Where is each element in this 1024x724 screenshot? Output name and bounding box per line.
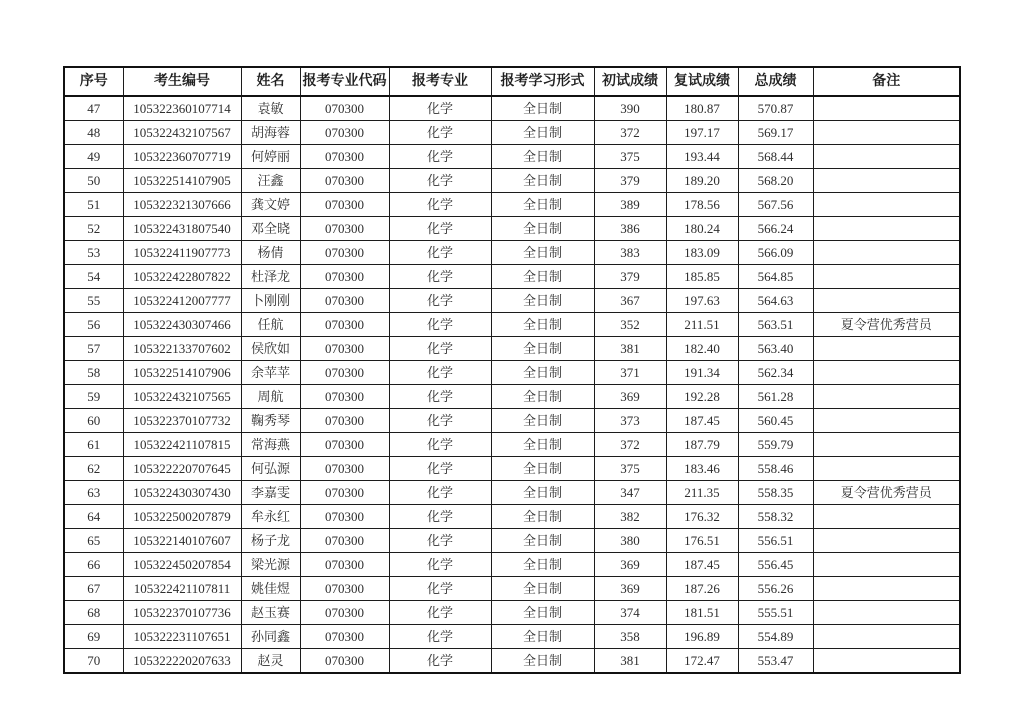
cell-study-form: 全日制 — [491, 649, 594, 674]
cell-major-code: 070300 — [300, 505, 389, 529]
cell-total-score: 556.51 — [738, 529, 813, 553]
cell-name: 胡海蓉 — [241, 121, 300, 145]
cell-major: 化学 — [389, 385, 491, 409]
column-header-major: 报考专业 — [389, 67, 491, 96]
cell-initial-score: 347 — [594, 481, 666, 505]
column-header-total-score: 总成绩 — [738, 67, 813, 96]
cell-retest-score: 191.34 — [666, 361, 738, 385]
cell-total-score: 553.47 — [738, 649, 813, 674]
cell-major-code: 070300 — [300, 337, 389, 361]
cell-total-score: 558.32 — [738, 505, 813, 529]
cell-candidate-id: 105322432107567 — [123, 121, 241, 145]
table-row — [64, 217, 960, 241]
cell-initial-score: 369 — [594, 577, 666, 601]
table-row — [64, 169, 960, 193]
cell-remarks — [813, 505, 960, 529]
cell-remarks — [813, 649, 960, 674]
cell-index: 70 — [64, 649, 123, 674]
cell-initial-score: 383 — [594, 241, 666, 265]
cell-remarks — [813, 121, 960, 145]
cell-remarks — [813, 289, 960, 313]
cell-candidate-id: 105322412007777 — [123, 289, 241, 313]
cell-name: 任航 — [241, 313, 300, 337]
cell-index: 61 — [64, 433, 123, 457]
cell-initial-score: 371 — [594, 361, 666, 385]
table-row — [64, 481, 960, 505]
cell-major: 化学 — [389, 169, 491, 193]
cell-candidate-id: 105322411907773 — [123, 241, 241, 265]
cell-study-form: 全日制 — [491, 217, 594, 241]
cell-name: 杨子龙 — [241, 529, 300, 553]
cell-remarks — [813, 601, 960, 625]
cell-study-form: 全日制 — [491, 457, 594, 481]
cell-candidate-id: 105322133707602 — [123, 337, 241, 361]
cell-index: 59 — [64, 385, 123, 409]
cell-initial-score: 381 — [594, 649, 666, 674]
cell-retest-score: 181.51 — [666, 601, 738, 625]
cell-initial-score: 352 — [594, 313, 666, 337]
cell-major: 化学 — [389, 553, 491, 577]
table-row — [64, 289, 960, 313]
cell-total-score: 561.28 — [738, 385, 813, 409]
cell-major-code: 070300 — [300, 241, 389, 265]
cell-candidate-id: 105322500207879 — [123, 505, 241, 529]
cell-major-code: 070300 — [300, 145, 389, 169]
table-header — [64, 67, 960, 96]
column-header-remarks: 备注 — [813, 67, 960, 96]
cell-major-code: 070300 — [300, 385, 389, 409]
cell-retest-score: 185.85 — [666, 265, 738, 289]
cell-retest-score: 178.56 — [666, 193, 738, 217]
cell-remarks — [813, 577, 960, 601]
column-header-study-form: 报考学习形式 — [491, 67, 594, 96]
cell-remarks — [813, 625, 960, 649]
cell-study-form: 全日制 — [491, 361, 594, 385]
cell-major: 化学 — [389, 625, 491, 649]
table-row — [64, 529, 960, 553]
cell-initial-score: 379 — [594, 169, 666, 193]
table-row — [64, 577, 960, 601]
cell-study-form: 全日制 — [491, 241, 594, 265]
cell-remarks: 夏令营优秀营员 — [813, 313, 960, 337]
cell-major: 化学 — [389, 529, 491, 553]
cell-major-code: 070300 — [300, 433, 389, 457]
column-header-candidate-id: 考生编号 — [123, 67, 241, 96]
cell-name: 孙同鑫 — [241, 625, 300, 649]
cell-retest-score: 176.32 — [666, 505, 738, 529]
cell-retest-score: 176.51 — [666, 529, 738, 553]
cell-candidate-id: 105322430307430 — [123, 481, 241, 505]
cell-index: 53 — [64, 241, 123, 265]
cell-initial-score: 372 — [594, 121, 666, 145]
cell-total-score: 570.87 — [738, 96, 813, 121]
cell-candidate-id: 105322514107906 — [123, 361, 241, 385]
cell-index: 58 — [64, 361, 123, 385]
cell-remarks: 夏令营优秀营员 — [813, 481, 960, 505]
cell-major: 化学 — [389, 481, 491, 505]
table-row — [64, 409, 960, 433]
cell-candidate-id: 105322422807822 — [123, 265, 241, 289]
table-row — [64, 433, 960, 457]
cell-candidate-id: 105322360707719 — [123, 145, 241, 169]
cell-candidate-id: 105322220707645 — [123, 457, 241, 481]
cell-candidate-id: 105322421107815 — [123, 433, 241, 457]
cell-major-code: 070300 — [300, 121, 389, 145]
cell-candidate-id: 105322450207854 — [123, 553, 241, 577]
cell-major: 化学 — [389, 433, 491, 457]
cell-initial-score: 382 — [594, 505, 666, 529]
cell-retest-score: 172.47 — [666, 649, 738, 674]
cell-index: 66 — [64, 553, 123, 577]
cell-index: 68 — [64, 601, 123, 625]
cell-candidate-id: 105322432107565 — [123, 385, 241, 409]
cell-index: 65 — [64, 529, 123, 553]
cell-retest-score: 193.44 — [666, 145, 738, 169]
cell-candidate-id: 105322421107811 — [123, 577, 241, 601]
cell-initial-score: 375 — [594, 457, 666, 481]
cell-index: 51 — [64, 193, 123, 217]
cell-total-score: 559.79 — [738, 433, 813, 457]
cell-total-score: 568.20 — [738, 169, 813, 193]
cell-total-score: 568.44 — [738, 145, 813, 169]
cell-name: 赵灵 — [241, 649, 300, 674]
cell-candidate-id: 105322360107714 — [123, 96, 241, 121]
cell-study-form: 全日制 — [491, 481, 594, 505]
cell-study-form: 全日制 — [491, 529, 594, 553]
cell-name: 邓全晓 — [241, 217, 300, 241]
cell-name: 袁敏 — [241, 96, 300, 121]
cell-name: 常海燕 — [241, 433, 300, 457]
cell-study-form: 全日制 — [491, 601, 594, 625]
table-row — [64, 337, 960, 361]
cell-name: 侯欣如 — [241, 337, 300, 361]
cell-study-form: 全日制 — [491, 313, 594, 337]
cell-major: 化学 — [389, 313, 491, 337]
cell-name: 龚文婷 — [241, 193, 300, 217]
table-row — [64, 649, 960, 674]
cell-major-code: 070300 — [300, 169, 389, 193]
cell-initial-score: 367 — [594, 289, 666, 313]
cell-major-code: 070300 — [300, 96, 389, 121]
cell-major: 化学 — [389, 217, 491, 241]
cell-remarks — [813, 385, 960, 409]
cell-total-score: 566.24 — [738, 217, 813, 241]
cell-candidate-id: 105322514107905 — [123, 169, 241, 193]
cell-initial-score: 374 — [594, 601, 666, 625]
cell-major: 化学 — [389, 337, 491, 361]
cell-index: 56 — [64, 313, 123, 337]
cell-candidate-id: 105322431807540 — [123, 217, 241, 241]
cell-major-code: 070300 — [300, 577, 389, 601]
cell-major-code: 070300 — [300, 529, 389, 553]
cell-study-form: 全日制 — [491, 145, 594, 169]
cell-initial-score: 375 — [594, 145, 666, 169]
table-row — [64, 96, 960, 121]
admission-results-table — [63, 66, 961, 674]
cell-name: 卜刚刚 — [241, 289, 300, 313]
cell-index: 64 — [64, 505, 123, 529]
cell-initial-score: 369 — [594, 553, 666, 577]
cell-index: 60 — [64, 409, 123, 433]
cell-index: 54 — [64, 265, 123, 289]
cell-study-form: 全日制 — [491, 553, 594, 577]
cell-remarks — [813, 529, 960, 553]
cell-major-code: 070300 — [300, 409, 389, 433]
cell-name: 赵玉赛 — [241, 601, 300, 625]
cell-study-form: 全日制 — [491, 337, 594, 361]
cell-name: 周航 — [241, 385, 300, 409]
cell-major-code: 070300 — [300, 193, 389, 217]
cell-retest-score: 211.51 — [666, 313, 738, 337]
results-table-body — [64, 96, 960, 673]
cell-major: 化学 — [389, 577, 491, 601]
cell-index: 47 — [64, 96, 123, 121]
cell-name: 汪鑫 — [241, 169, 300, 193]
cell-retest-score: 182.40 — [666, 337, 738, 361]
cell-index: 52 — [64, 217, 123, 241]
cell-major: 化学 — [389, 145, 491, 169]
cell-retest-score: 183.09 — [666, 241, 738, 265]
cell-retest-score: 197.63 — [666, 289, 738, 313]
cell-initial-score: 390 — [594, 96, 666, 121]
table-row — [64, 361, 960, 385]
table-row — [64, 313, 960, 337]
cell-remarks — [813, 169, 960, 193]
cell-remarks — [813, 193, 960, 217]
cell-remarks — [813, 361, 960, 385]
table-row — [64, 193, 960, 217]
cell-study-form: 全日制 — [491, 385, 594, 409]
cell-major: 化学 — [389, 409, 491, 433]
cell-candidate-id: 105322220207633 — [123, 649, 241, 674]
cell-remarks — [813, 265, 960, 289]
cell-study-form: 全日制 — [491, 505, 594, 529]
cell-major: 化学 — [389, 649, 491, 674]
cell-retest-score: 196.89 — [666, 625, 738, 649]
table-row — [64, 457, 960, 481]
cell-total-score: 555.51 — [738, 601, 813, 625]
cell-total-score: 564.63 — [738, 289, 813, 313]
cell-candidate-id: 105322231107651 — [123, 625, 241, 649]
table-row — [64, 601, 960, 625]
cell-study-form: 全日制 — [491, 169, 594, 193]
cell-retest-score: 187.45 — [666, 409, 738, 433]
cell-study-form: 全日制 — [491, 289, 594, 313]
cell-major-code: 070300 — [300, 625, 389, 649]
cell-total-score: 554.89 — [738, 625, 813, 649]
cell-major-code: 070300 — [300, 217, 389, 241]
column-header-name: 姓名 — [241, 67, 300, 96]
column-header-retest-score: 复试成绩 — [666, 67, 738, 96]
cell-retest-score: 211.35 — [666, 481, 738, 505]
cell-major-code: 070300 — [300, 481, 389, 505]
cell-major-code: 070300 — [300, 553, 389, 577]
cell-name: 何婷丽 — [241, 145, 300, 169]
cell-index: 69 — [64, 625, 123, 649]
cell-index: 57 — [64, 337, 123, 361]
cell-candidate-id: 105322370107736 — [123, 601, 241, 625]
cell-total-score: 558.46 — [738, 457, 813, 481]
cell-initial-score: 386 — [594, 217, 666, 241]
cell-name: 杨倩 — [241, 241, 300, 265]
column-header-initial-score: 初试成绩 — [594, 67, 666, 96]
cell-initial-score: 380 — [594, 529, 666, 553]
cell-initial-score: 381 — [594, 337, 666, 361]
cell-initial-score: 373 — [594, 409, 666, 433]
table-row — [64, 385, 960, 409]
cell-candidate-id: 105322370107732 — [123, 409, 241, 433]
table-row — [64, 121, 960, 145]
cell-name: 李嘉雯 — [241, 481, 300, 505]
cell-initial-score: 358 — [594, 625, 666, 649]
cell-study-form: 全日制 — [491, 121, 594, 145]
cell-major: 化学 — [389, 601, 491, 625]
cell-total-score: 563.40 — [738, 337, 813, 361]
cell-candidate-id: 105322430307466 — [123, 313, 241, 337]
cell-name: 杜泽龙 — [241, 265, 300, 289]
cell-major: 化学 — [389, 193, 491, 217]
cell-remarks — [813, 337, 960, 361]
cell-retest-score: 187.79 — [666, 433, 738, 457]
cell-study-form: 全日制 — [491, 577, 594, 601]
cell-study-form: 全日制 — [491, 625, 594, 649]
cell-major-code: 070300 — [300, 289, 389, 313]
cell-retest-score: 180.24 — [666, 217, 738, 241]
cell-major: 化学 — [389, 457, 491, 481]
cell-index: 67 — [64, 577, 123, 601]
cell-major: 化学 — [389, 241, 491, 265]
cell-remarks — [813, 553, 960, 577]
cell-remarks — [813, 409, 960, 433]
cell-retest-score: 180.87 — [666, 96, 738, 121]
cell-total-score: 556.45 — [738, 553, 813, 577]
cell-major-code: 070300 — [300, 601, 389, 625]
cell-retest-score: 187.26 — [666, 577, 738, 601]
cell-initial-score: 372 — [594, 433, 666, 457]
cell-major-code: 070300 — [300, 457, 389, 481]
cell-candidate-id: 105322140107607 — [123, 529, 241, 553]
cell-major: 化学 — [389, 505, 491, 529]
cell-total-score: 569.17 — [738, 121, 813, 145]
table-row — [64, 625, 960, 649]
cell-name: 梁光源 — [241, 553, 300, 577]
table-row — [64, 145, 960, 169]
table-row — [64, 553, 960, 577]
cell-major-code: 070300 — [300, 313, 389, 337]
cell-index: 55 — [64, 289, 123, 313]
cell-total-score: 558.35 — [738, 481, 813, 505]
cell-total-score: 556.26 — [738, 577, 813, 601]
cell-major: 化学 — [389, 289, 491, 313]
column-header-major-code: 报考专业代码 — [300, 67, 389, 96]
table-header-row — [64, 67, 960, 96]
cell-name: 牟永红 — [241, 505, 300, 529]
cell-initial-score: 369 — [594, 385, 666, 409]
cell-index: 49 — [64, 145, 123, 169]
cell-retest-score: 192.28 — [666, 385, 738, 409]
table-row — [64, 265, 960, 289]
cell-major: 化学 — [389, 121, 491, 145]
cell-study-form: 全日制 — [491, 96, 594, 121]
cell-candidate-id: 105322321307666 — [123, 193, 241, 217]
cell-study-form: 全日制 — [491, 433, 594, 457]
cell-retest-score: 197.17 — [666, 121, 738, 145]
cell-remarks — [813, 457, 960, 481]
cell-retest-score: 183.46 — [666, 457, 738, 481]
cell-study-form: 全日制 — [491, 193, 594, 217]
cell-total-score: 562.34 — [738, 361, 813, 385]
cell-name: 姚佳煜 — [241, 577, 300, 601]
cell-index: 63 — [64, 481, 123, 505]
cell-major: 化学 — [389, 361, 491, 385]
cell-remarks — [813, 145, 960, 169]
table-row — [64, 505, 960, 529]
cell-remarks — [813, 241, 960, 265]
cell-major-code: 070300 — [300, 265, 389, 289]
cell-remarks — [813, 433, 960, 457]
cell-major-code: 070300 — [300, 361, 389, 385]
cell-major-code: 070300 — [300, 649, 389, 674]
cell-name: 何弘源 — [241, 457, 300, 481]
cell-name: 鞠秀琴 — [241, 409, 300, 433]
table-row — [64, 241, 960, 265]
cell-name: 余苹苹 — [241, 361, 300, 385]
cell-total-score: 566.09 — [738, 241, 813, 265]
cell-total-score: 563.51 — [738, 313, 813, 337]
cell-retest-score: 189.20 — [666, 169, 738, 193]
cell-major: 化学 — [389, 96, 491, 121]
cell-total-score: 564.85 — [738, 265, 813, 289]
cell-retest-score: 187.45 — [666, 553, 738, 577]
column-header-index: 序号 — [64, 67, 123, 96]
cell-study-form: 全日制 — [491, 409, 594, 433]
cell-initial-score: 389 — [594, 193, 666, 217]
cell-remarks — [813, 217, 960, 241]
cell-index: 50 — [64, 169, 123, 193]
cell-remarks — [813, 96, 960, 121]
cell-initial-score: 379 — [594, 265, 666, 289]
cell-study-form: 全日制 — [491, 265, 594, 289]
cell-index: 48 — [64, 121, 123, 145]
cell-major: 化学 — [389, 265, 491, 289]
cell-total-score: 567.56 — [738, 193, 813, 217]
cell-index: 62 — [64, 457, 123, 481]
cell-total-score: 560.45 — [738, 409, 813, 433]
